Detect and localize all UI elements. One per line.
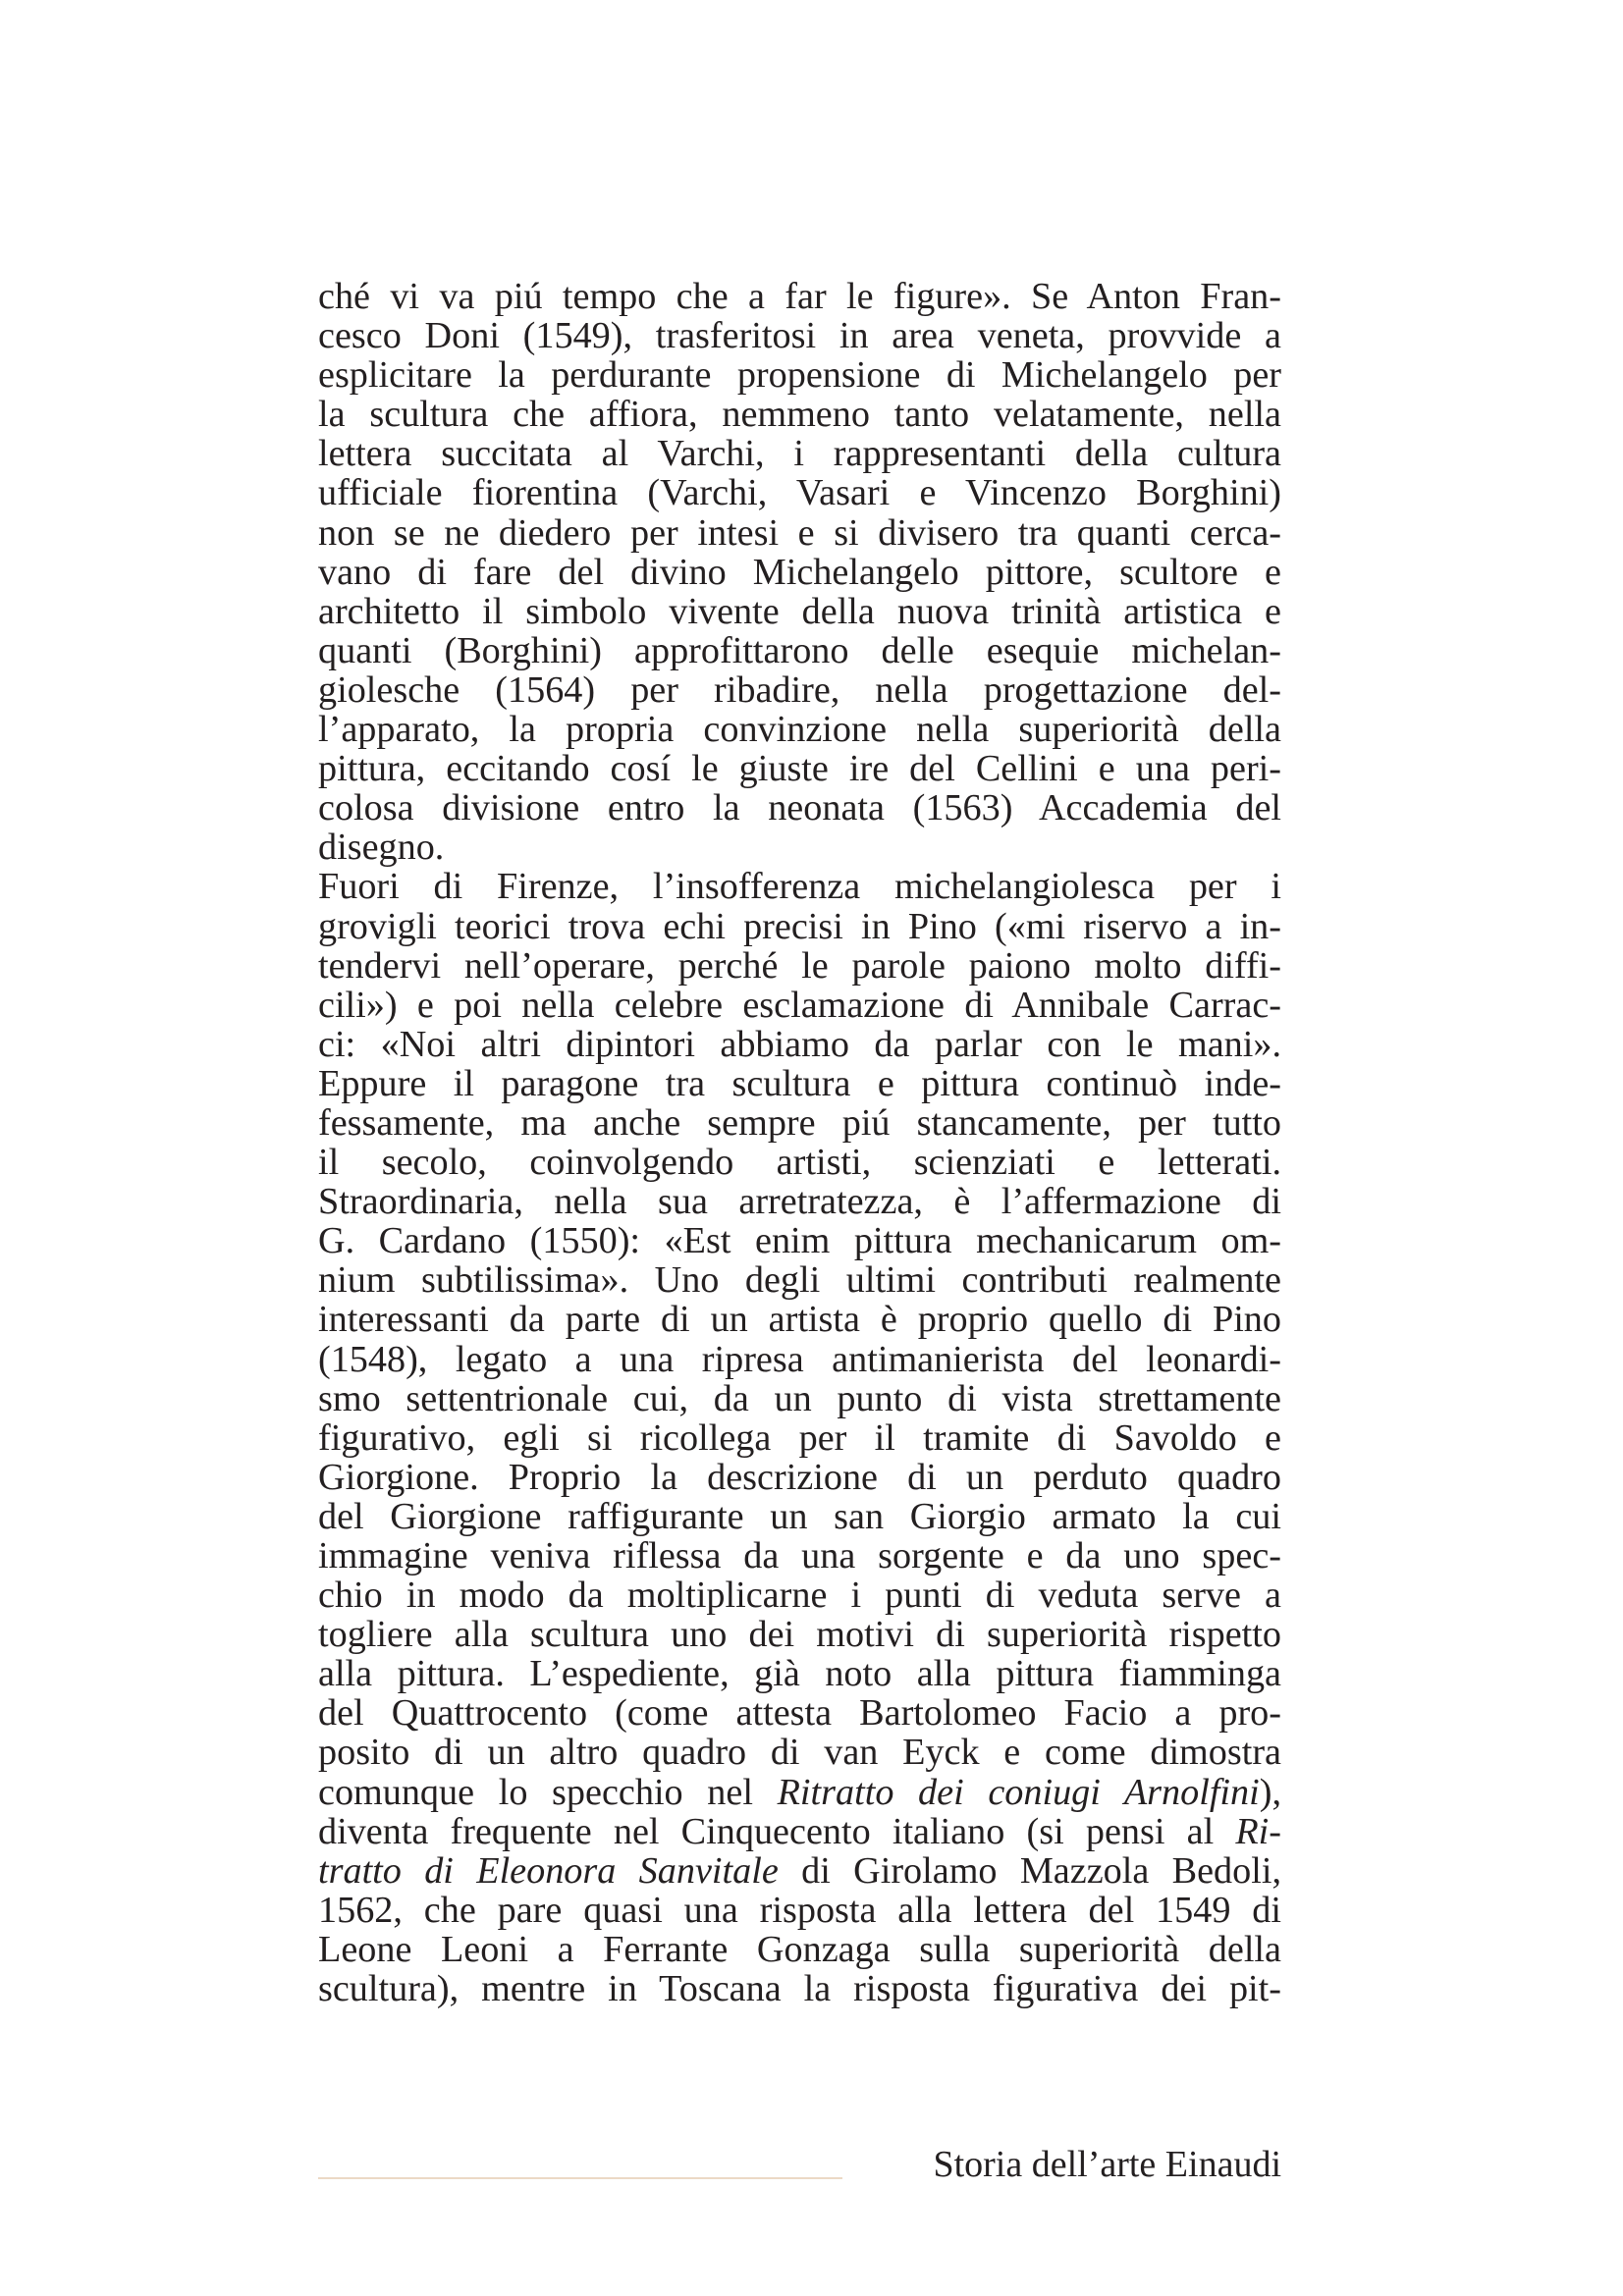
text-line bbox=[318, 1851, 1281, 1891]
footer-rule bbox=[318, 2177, 842, 2179]
text-line: Leone Leoni a Ferrante Gonzaga sulla superiorità della bbox=[318, 1928, 1281, 1970]
italic-title: Ri- bbox=[1235, 1810, 1281, 1852]
text-line: Straordinaria, nella sua arretratezza, è l’affermazione di bbox=[318, 1181, 1281, 1223]
text-line bbox=[318, 1812, 1281, 1851]
text-run: diventa frequente nel Cinquecento italiano (si pensi al bbox=[318, 1810, 1236, 1852]
text-line: colosa divisione entro la neonata (1563) Accademia del bbox=[318, 787, 1281, 829]
text-line bbox=[318, 1773, 1281, 1812]
text-line: pittura, eccitando cosí le giuste ire del Cellini e una peri- bbox=[318, 748, 1281, 790]
text-line: nium subtilissima». Uno degli ultimi contributi realmente bbox=[318, 1259, 1281, 1302]
text-line: del Quattrocento (come attesta Bartolomeo Facio a pro- bbox=[318, 1692, 1281, 1735]
text-run: ), bbox=[1259, 1771, 1282, 1813]
text-run: di Girolamo Mazzola Bedoli, bbox=[778, 1849, 1281, 1892]
text-line: figurativo, egli si ricollega per il tramite di Savoldo e bbox=[318, 1416, 1281, 1459]
text-line: cesco Doni (1549), trasferitosi in area veneta, provvide a bbox=[318, 315, 1281, 357]
text-line: cili») e poi nella celebre esclamazione di Annibale Carrac- bbox=[318, 984, 1281, 1026]
text-line: alla pittura. L’espediente, già noto alla pittura fiamminga bbox=[318, 1653, 1281, 1695]
text-line: scultura), mentre in Toscana la risposta figurativa dei pit- bbox=[318, 1968, 1281, 2010]
italic-title: Ritratto dei coniugi Arnolfini bbox=[777, 1771, 1260, 1813]
text-line: chio in modo da moltiplicarne i punti di veduta serve a bbox=[318, 1575, 1281, 1617]
text-line: non se ne diedero per intesi e si divisero tra quanti cerca- bbox=[318, 511, 1281, 554]
text-line: ci: «Noi altri dipintori abbiamo da parlar con le mani». bbox=[318, 1023, 1281, 1065]
text-line: (1548), legato a una ripresa antimanierista del leonardi- bbox=[318, 1338, 1281, 1380]
text-run: comunque lo specchio nel bbox=[318, 1771, 778, 1813]
text-line: posito di un altro quadro di van Eyck e come dimostra bbox=[318, 1732, 1281, 1774]
text-line: del Giorgione raffigurante un san Giorgio armato la cui bbox=[318, 1495, 1281, 1537]
text-line: Eppure il paragone tra scultura e pittura continuò inde- bbox=[318, 1062, 1281, 1104]
text-line: ché vi va piú tempo che a far le figure». Se Anton Fran- bbox=[318, 276, 1281, 317]
text-line: quanti (Borghini) approfittarono delle esequie michelan- bbox=[318, 629, 1281, 671]
text-line: Giorgione. Proprio la descrizione di un perduto quadro bbox=[318, 1456, 1281, 1498]
text-line: Fuori di Firenze, l’insofferenza michelangiolesca per i bbox=[318, 866, 1281, 908]
text-line: architetto il simbolo vivente della nuova trinità artistica e bbox=[318, 590, 1281, 632]
text-line: giolesche (1564) per ribadire, nella progettazione del- bbox=[318, 668, 1281, 711]
text-line: togliere alla scultura uno dei motivi di superiorità rispetto bbox=[318, 1614, 1281, 1656]
text-line: esplicitare la perdurante propensione di Michelangelo per bbox=[318, 354, 1281, 397]
text-line: interessanti da parte di un artista è proprio quello di Pino bbox=[318, 1299, 1281, 1341]
page-footer bbox=[318, 2140, 1281, 2189]
text-line: grovigli teorici trova echi precisi in Pino («mi riservo a in- bbox=[318, 905, 1281, 947]
text-line: disegno. bbox=[318, 827, 445, 869]
text-line: vano di fare del divino Michelangelo pittore, scultore e bbox=[318, 551, 1281, 593]
text-line: immagine veniva riflessa da una sorgente e da uno spec- bbox=[318, 1535, 1281, 1576]
text-line: G. Cardano (1550): «Est enim pittura mechanicarum om- bbox=[318, 1220, 1281, 1262]
text-line: 1562, che pare quasi una risposta alla lettera del 1549 di bbox=[318, 1889, 1281, 1931]
italic-title: tratto di Eleonora Sanvitale bbox=[318, 1849, 779, 1892]
body-text bbox=[318, 277, 1281, 2008]
footer-publication-title: Storia dell’arte Einaudi bbox=[933, 2144, 1281, 2185]
text-line: l’apparato, la propria convinzione nella superiorità della bbox=[318, 709, 1281, 751]
text-line: fessamente, ma anche sempre piú stancamente, per tutto bbox=[318, 1101, 1281, 1144]
text-line: il secolo, coinvolgendo artisti, scienziati e letterati. bbox=[318, 1142, 1281, 1184]
text-line: ufficiale fiorentina (Varchi, Vasari e Vincenzo Borghini) bbox=[318, 472, 1281, 514]
text-line: lettera succitata al Varchi, i rappresentanti della cultura bbox=[318, 433, 1281, 475]
text-line: la scultura che affiora, nemmeno tanto velatamente, nella bbox=[318, 394, 1281, 436]
text-line: tendervi nell’operare, perché le parole paiono molto diffi- bbox=[318, 944, 1281, 987]
text-line: smo settentrionale cui, da un punto di vista strettamente bbox=[318, 1377, 1281, 1419]
